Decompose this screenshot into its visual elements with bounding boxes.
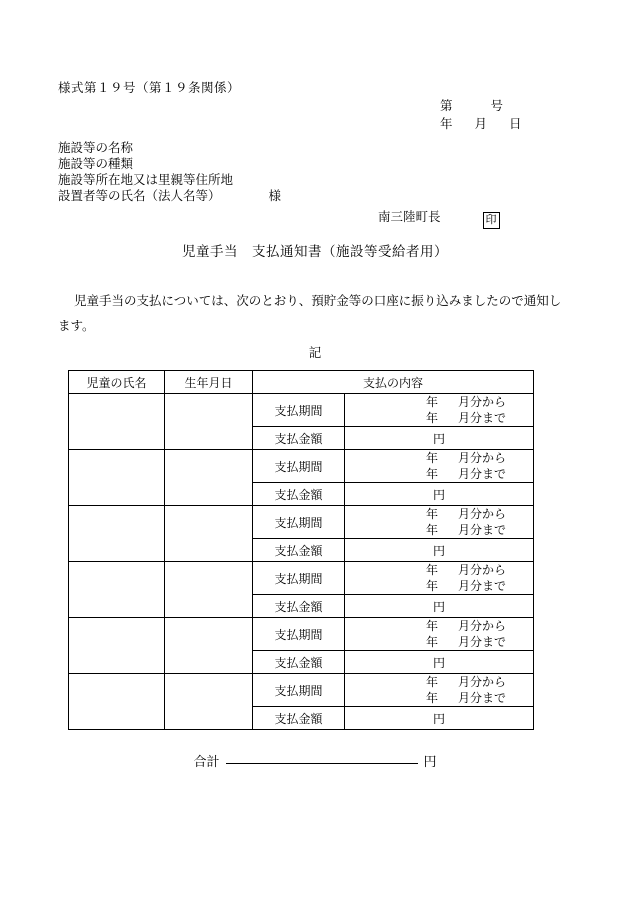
table-row	[69, 618, 534, 651]
cell-label-amount: 支払金額	[253, 539, 345, 562]
total-unit: 円	[423, 755, 437, 770]
document-number-label: 第	[440, 98, 453, 113]
cell-child-name[interactable]	[69, 450, 165, 506]
cell-label-amount: 支払金額	[253, 427, 345, 450]
period-from-year: 年	[425, 619, 438, 633]
seal-icon: 印	[483, 212, 500, 229]
header-birth-date: 生年月日	[165, 371, 253, 394]
date-day-label: 日	[509, 116, 522, 131]
issuer-name: 南三陸町長	[378, 209, 441, 224]
table-row	[69, 674, 534, 707]
cell-label-period: 支払期間	[253, 394, 345, 427]
document-number-suffix: 号	[490, 98, 504, 113]
period-from-month: 月分から	[458, 563, 507, 577]
period-to-year: 年	[425, 579, 438, 593]
period-to-year: 年	[425, 691, 438, 705]
period-to-month: 月分まで	[458, 523, 507, 537]
cell-period-value[interactable]	[345, 394, 534, 427]
ki-marker: 記	[308, 345, 322, 360]
period-to-year: 年	[425, 411, 438, 425]
form-number: 様式第１９号（第１９条関係）	[58, 80, 241, 95]
cell-birth-date[interactable]	[165, 394, 253, 450]
period-from-year: 年	[425, 675, 438, 689]
payment-table	[68, 370, 534, 730]
cell-amount-value[interactable]: 円	[345, 707, 534, 730]
cell-amount-value[interactable]: 円	[345, 539, 534, 562]
cell-label-period: 支払期間	[253, 674, 345, 707]
period-from-month: 月分から	[458, 507, 507, 521]
period-from-month: 月分から	[458, 619, 507, 633]
cell-period-value[interactable]	[345, 562, 534, 595]
addressee-line-facility-address: 施設等所在地又は里親等住所地	[58, 172, 234, 187]
total-row	[0, 748, 630, 770]
period-to-year: 年	[425, 635, 438, 649]
cell-child-name[interactable]	[69, 562, 165, 618]
period-from-month: 月分から	[458, 675, 507, 689]
document-body-text: 児童手当の支払については、次のとおり、預貯金等の口座に振り込みましたので通知します。	[58, 293, 562, 333]
cell-birth-date[interactable]	[165, 562, 253, 618]
period-from-year: 年	[425, 395, 438, 409]
cell-amount-value[interactable]: 円	[345, 427, 534, 450]
period-from-year: 年	[425, 451, 438, 465]
period-to-month: 月分まで	[458, 467, 507, 481]
cell-birth-date[interactable]	[165, 506, 253, 562]
document-date-line	[440, 114, 544, 132]
period-from-month: 月分から	[458, 395, 507, 409]
total-label: 合計	[193, 755, 220, 770]
cell-amount-value[interactable]: 円	[345, 483, 534, 506]
cell-period-value[interactable]	[345, 674, 534, 707]
cell-label-period: 支払期間	[253, 506, 345, 539]
cell-label-period: 支払期間	[253, 618, 345, 651]
period-to-month: 月分まで	[458, 411, 507, 425]
period-to-month: 月分まで	[458, 579, 507, 593]
cell-label-amount: 支払金額	[253, 595, 345, 618]
header-child-name: 児童の氏名	[69, 371, 165, 394]
addressee-block	[58, 140, 281, 204]
cell-label-period: 支払期間	[253, 562, 345, 595]
period-from-year: 年	[425, 563, 438, 577]
cell-label-period: 支払期間	[253, 450, 345, 483]
period-to-year: 年	[425, 523, 438, 537]
date-month-label: 月	[474, 116, 488, 131]
cell-period-value[interactable]	[345, 618, 534, 651]
table-row	[69, 394, 534, 427]
period-from-year: 年	[425, 507, 438, 521]
cell-birth-date[interactable]	[165, 450, 253, 506]
cell-amount-value[interactable]: 円	[345, 595, 534, 618]
addressee-line-facility-name: 施設等の名称	[58, 140, 134, 155]
cell-child-name[interactable]	[69, 618, 165, 674]
document-number-line	[440, 96, 503, 114]
cell-child-name[interactable]	[69, 394, 165, 450]
document-title: 児童手当 支払通知書（施設等受給者用）	[182, 244, 448, 260]
issuer-block	[378, 207, 500, 229]
table-row	[69, 450, 534, 483]
cell-birth-date[interactable]	[165, 618, 253, 674]
cell-child-name[interactable]	[69, 506, 165, 562]
table-row	[69, 506, 534, 539]
cell-label-amount: 支払金額	[253, 651, 345, 674]
cell-child-name[interactable]	[69, 674, 165, 730]
period-to-year: 年	[425, 467, 438, 481]
date-year-label: 年	[440, 116, 453, 131]
period-from-month: 月分から	[458, 451, 507, 465]
addressee-line-facility-type: 施設等の種類	[58, 156, 134, 171]
table-row	[69, 562, 534, 595]
addressee-line-operator-name	[58, 188, 281, 204]
cell-label-amount: 支払金額	[253, 707, 345, 730]
cell-amount-value[interactable]: 円	[345, 651, 534, 674]
cell-label-amount: 支払金額	[253, 483, 345, 506]
cell-birth-date[interactable]	[165, 674, 253, 730]
total-input-line[interactable]	[226, 748, 418, 764]
cell-period-value[interactable]	[345, 450, 534, 483]
addressee-honorific: 様	[268, 188, 282, 203]
period-to-month: 月分まで	[458, 691, 507, 705]
addressee-operator-label: 設置者等の氏名（法人名等）	[58, 188, 221, 203]
cell-period-value[interactable]	[345, 506, 534, 539]
period-to-month: 月分まで	[458, 635, 507, 649]
table-header-row	[69, 371, 534, 394]
header-payment-content: 支払の内容	[253, 371, 534, 394]
